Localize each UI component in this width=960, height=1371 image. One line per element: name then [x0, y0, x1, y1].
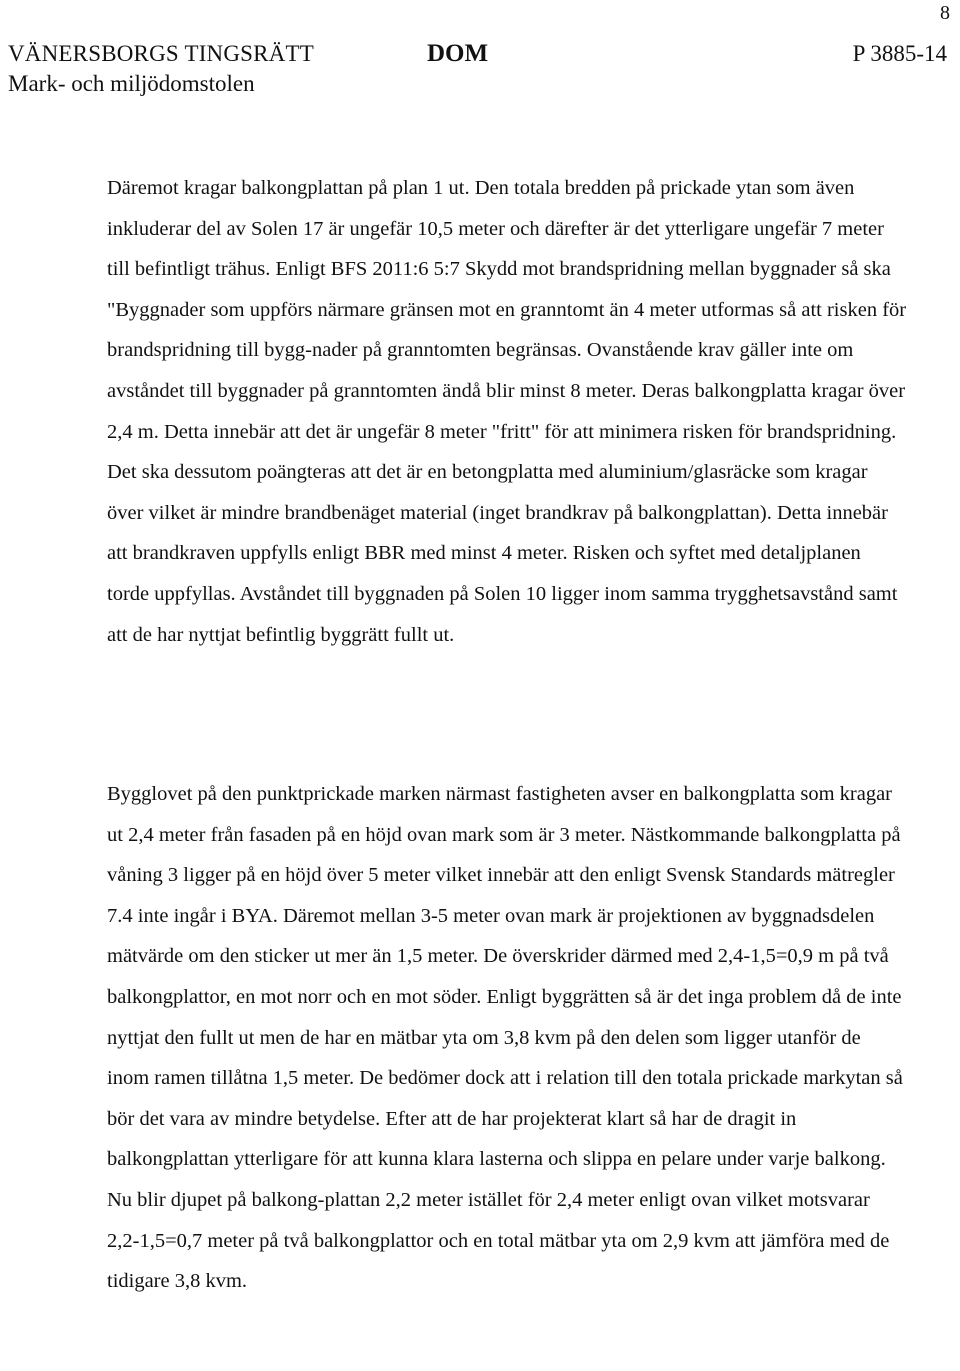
body-paragraph: Däremot kragar balkongplattan på plan 1 ut. Den totala bredden på prickade ytan som även inkluderar del av Solen 17 är ungefär 10,5 meter och därefter är det ytterligare ungefär 7 meter till befintligt trähus. Enligt BFS 2011:6 5:7 Skydd mot brandspridning mellan byggnader så ska "Byggnader som uppförs närmare gränsen mot en granntomt än 4 meter utformas så att risken för brandspridning till bygg-nader på granntomten begränsas. Ovanstående krav gäller inte om avståndet till byggnader på granntomten ändå blir minst 8 meter. Deras balkongplatta kragar över 2,4 m. Detta innebär att det är ungefär 8 meter "fritt" för att minimera risken för brandspridning. Det ska dessutom poängteras att det är en betongplatta med aluminium/glasräcke som kragar över vilket är mindre brandbenäget material (inget brandkrav på balkongplattan). Detta innebär att brandkraven uppfylls enligt BBR med minst 4 meter. Risken och syftet med detaljplanen torde uppfyllas. Avståndet till byggnaden på Solen 10 ligger inom samma trygghetsavstånd samt att de har nyttjat befintlig byggrätt fullt ut.: [107, 177, 907, 646]
document-header: [0, 40, 960, 100]
court-name: VÄNERSBORGS TINGSRÄTT: [8, 41, 315, 66]
body-paragraph: Bygglovet på den punktprickade marken närmast fastigheten avser en balkongplatta som kragar ut 2,4 meter från fasaden på en höjd ovan mark som är 3 meter. Nästkommande balkongplatta på våning 3 ligger på en höjd över 5 meter vilket innebär att den enligt Svensk Standards mätregler 7.4 inte ingår i BYA. Däremot mellan 3-5 meter ovan mark är projektionen av byggnadsdelen mätvärde om den sticker ut mer än 1,5 meter. De överskrider därmed med 2,4-1,5=0,9 m på två balkongplattor, en mot norr och en mot söder. Enligt byggrätten så är det inga problem då de inte nyttjat den fullt ut men de har en mätbar yta om 3,8 kvm på den delen som ligger utanför de inom ramen tillåtna 1,5 meter. De bedömer dock att i relation till den totala prickade markytan så bör det vara av mindre betydelse. Efter att de har projekterat klart så har de dragit in balkongplattan ytterligare för att kunna klara lasterna och slippa en pelare under varje balkong. Nu blir djupet på balkong-plattan 2,2 meter istället för 2,4 meter enligt ovan vilket motsvarar 2,2-1,5=0,7 meter på två balkongplattor och en total mätbar yta om 2,9 kvm att jämföra med de tidigare 3,8 kvm.: [107, 783, 903, 1293]
case-number: P 3885-14: [852, 41, 947, 66]
page-number: 8: [940, 2, 950, 24]
document-type: DOM: [427, 40, 489, 67]
court-division: Mark- och miljödomstolen: [8, 71, 255, 96]
